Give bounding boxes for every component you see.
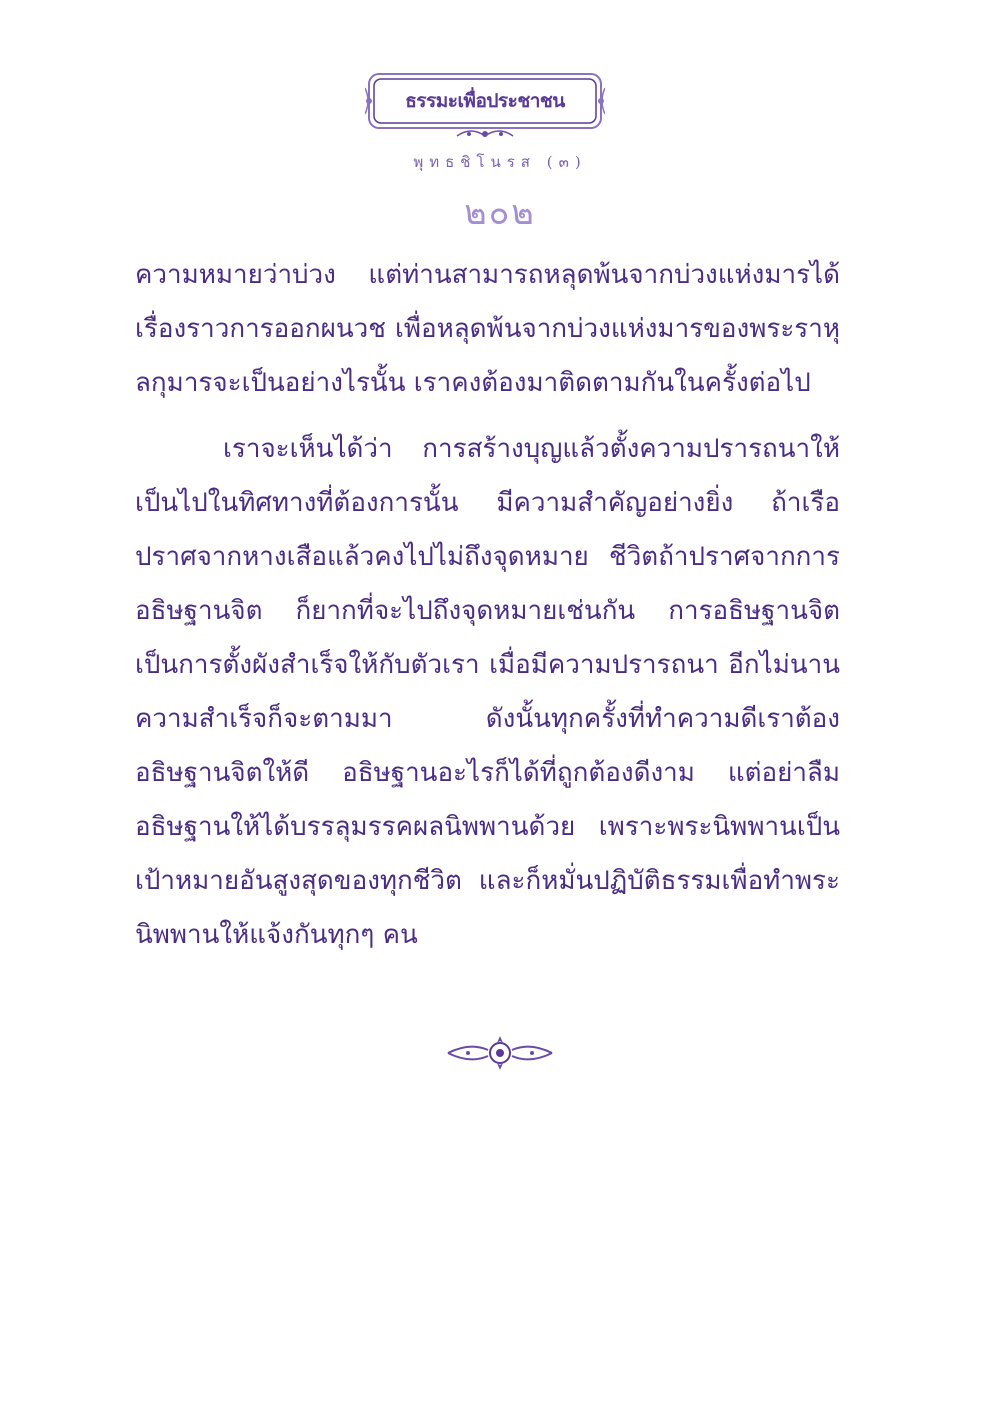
page-number: ๒๐๒ bbox=[464, 193, 536, 233]
book-title-logo bbox=[365, 70, 605, 146]
floral-ornament-icon bbox=[440, 1028, 560, 1078]
page-header bbox=[0, 70, 1000, 270]
page-body bbox=[135, 248, 840, 962]
body-paragraph-1: ความหมายว่าบ่วง แต่ท่านสามารถหลุดพ้นจากบ่วงแห่งมารได้ เรื่องราวการออกผนวช เพื่อหลุดพ้นจากบ่วงแห่งมารของพระราหุลกุมารจะเป็นอย่างไรนั้น เราคงต้องมาติดตามกันในครั้งต่อไป bbox=[135, 260, 840, 398]
body-paragraph-2: เราจะเห็นได้ว่า การสร้างบุญแล้วตั้งความปรารถนาให้เป็นไปในทิศทางที่ต้องการนั้น มีความสำคัญอย่างยิ่ง ถ้าเรือปราศจากหางเสือแล้วคงไปไม่ถึงจุดหมาย ชีวิตถ้าปราศจากการอธิษฐานจิต ก็ยากที่จะไปถึงจุดหมายเช่นกัน การอธิษฐานจิตเป็นการตั้งผังสำเร็จให้กับตัวเรา เมื่อมีความปรารถนา อีกไม่นานความสำเร็จก็จะตามมา ดังนั้นทุกครั้งที่ทำความดีเราต้องอธิษฐานจิตให้ดี อธิษฐานอะไรก็ได้ที่ถูกต้องดีงาม แต่อย่าลืมอธิษฐานให้ได้บรรลุมรรคผลนิพพานด้วย เพราะพระนิพพานเป็นเป้าหมายอันสูงสุดของทุกชีวิต และก็หมั่นปฏิบัติธรรมเพื่อทำพระนิพพานให้แจ้งกันทุกๆ คน bbox=[135, 434, 840, 950]
logo-title: ธรรมะเพื่อประชาชน bbox=[405, 90, 565, 112]
book-subtitle: พุทธชิโนรส (๓) bbox=[413, 153, 587, 171]
